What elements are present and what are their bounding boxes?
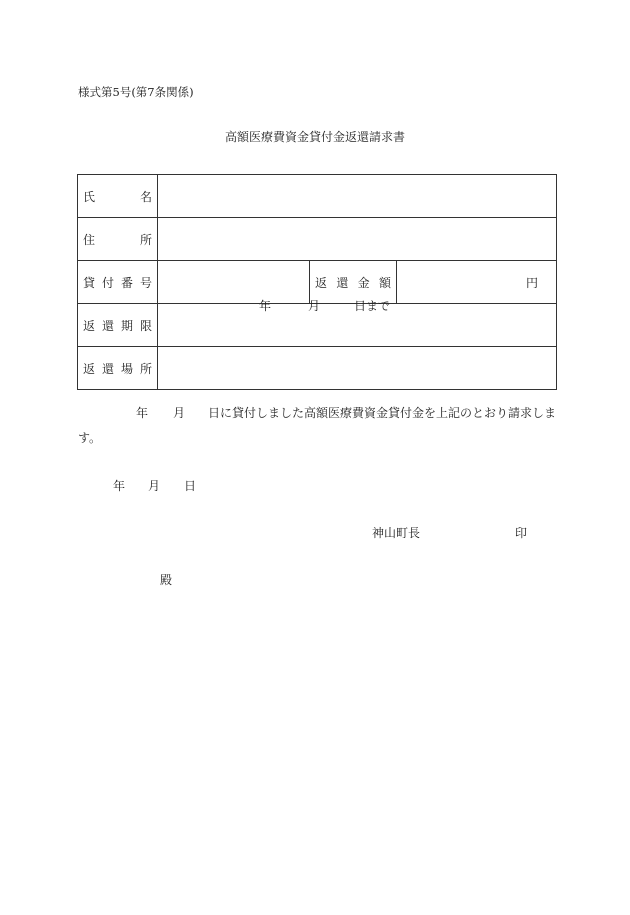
loan-number-field[interactable] xyxy=(158,261,310,304)
date-year: 年 xyxy=(113,479,126,493)
deadline-field[interactable] xyxy=(158,299,557,347)
repay-amount-field[interactable] xyxy=(397,261,557,304)
issuer-name: 神山町長 xyxy=(372,526,421,540)
loan-number-label: 貸 付 番 号 xyxy=(78,261,158,304)
row-place xyxy=(78,347,557,390)
document-title: 高額医療費資金貸付金返還請求書 xyxy=(224,130,405,144)
row-name xyxy=(78,175,557,218)
place-field[interactable] xyxy=(158,347,557,390)
declaration-text: 日に貸付しました高額医療費資金貸付金を上記のとおり請求しま xyxy=(208,406,557,420)
repay-amount-label: 返 還 金 額 xyxy=(310,261,397,304)
name-label: 氏 名 xyxy=(78,175,158,218)
deadline-label: 返 還 期 限 xyxy=(78,304,158,347)
row-deadline xyxy=(78,304,557,347)
place-label: 返 還 場 所 xyxy=(78,347,158,390)
yen-unit: 円 xyxy=(526,275,539,290)
date-day: 日 xyxy=(184,479,197,493)
address-label: 住 所 xyxy=(78,218,158,261)
row-address xyxy=(78,218,557,261)
date-month: 月 xyxy=(148,479,161,493)
form-number-label: 様式第5号(第7条関係) xyxy=(78,85,194,99)
declaration-month: 月 xyxy=(173,406,186,420)
declaration-year: 年 xyxy=(136,406,149,420)
declaration-line-2: す。 xyxy=(78,431,102,445)
name-field[interactable] xyxy=(158,175,557,218)
addressee-honorific: 殿 xyxy=(160,573,173,587)
request-form-table xyxy=(77,174,557,390)
deadline-day-until: 日まで xyxy=(354,299,391,313)
deadline-year: 年 xyxy=(259,299,272,313)
address-field[interactable] xyxy=(158,218,557,261)
seal-mark: 印 xyxy=(515,526,528,540)
deadline-month: 月 xyxy=(308,299,321,313)
